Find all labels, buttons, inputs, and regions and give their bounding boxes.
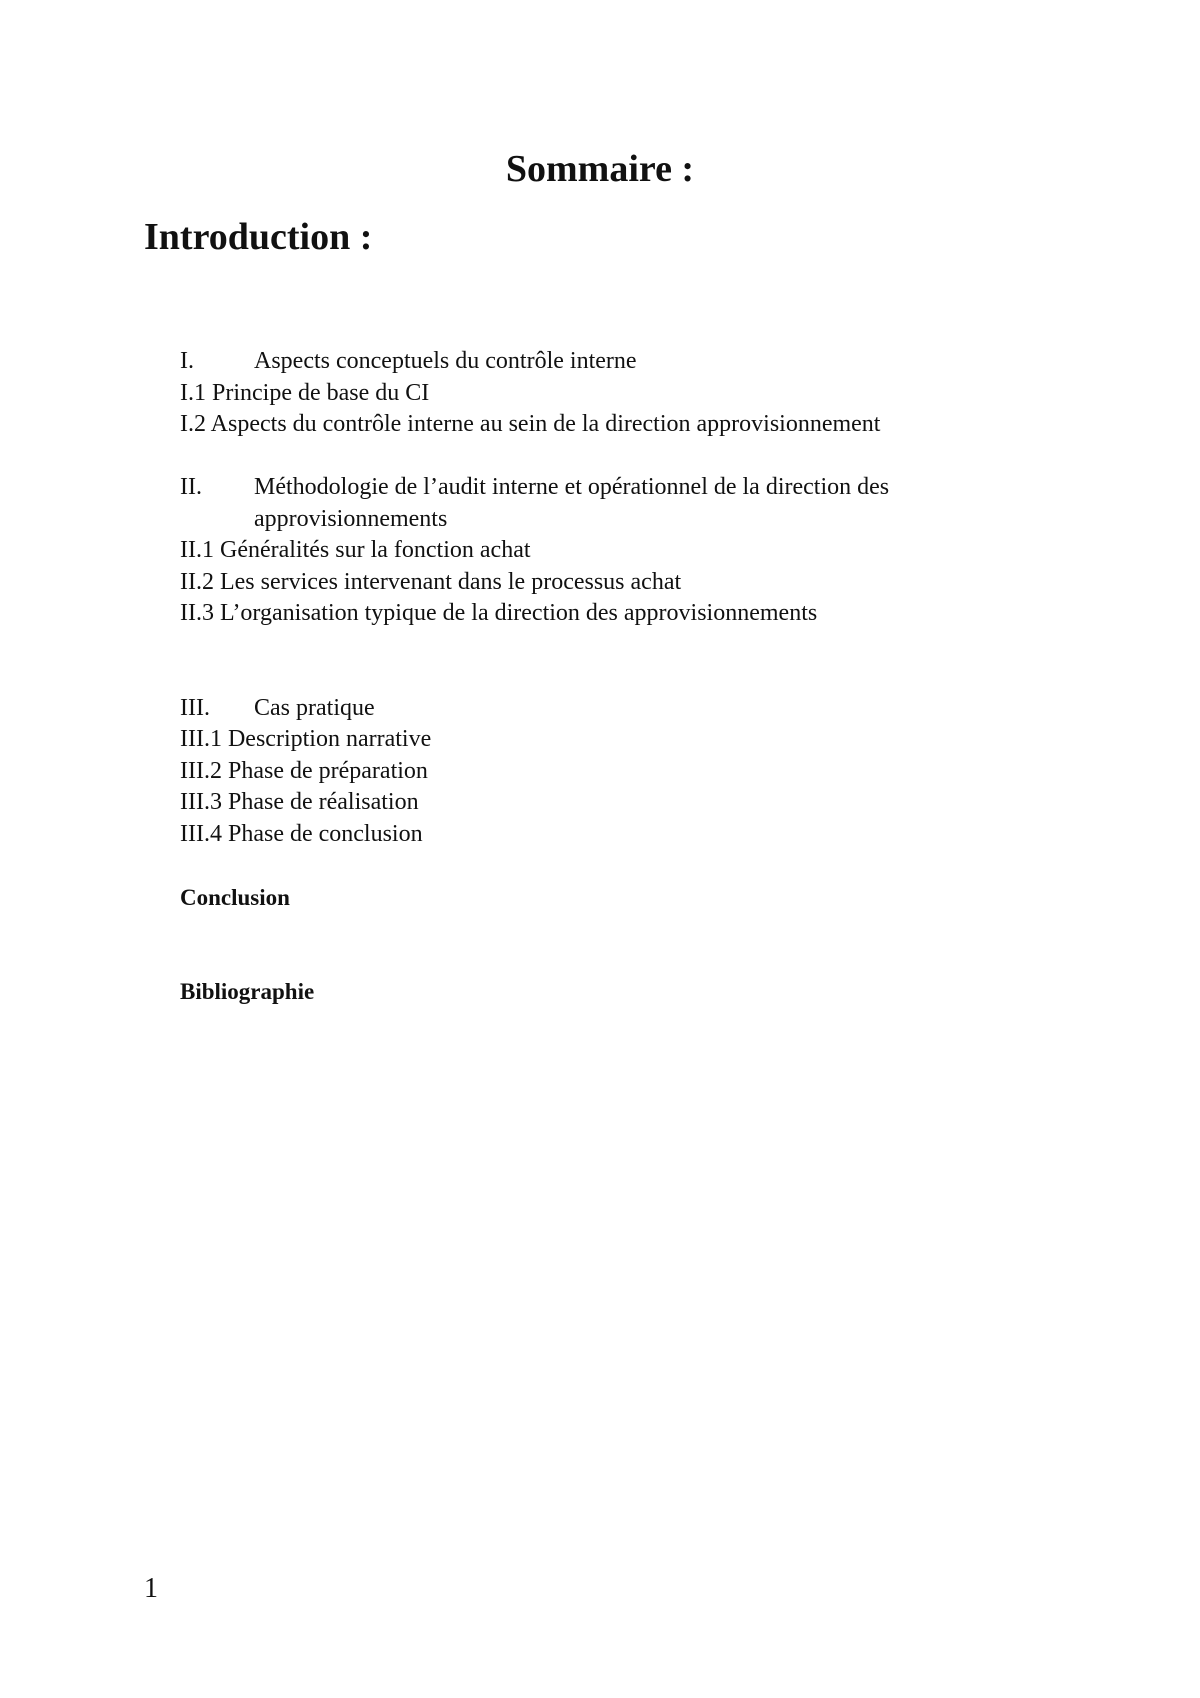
page-title: Sommaire : (505, 148, 695, 190)
toc-item: I.2 Aspects du contrôle interne au sein de la direction approvisionnement (180, 411, 881, 437)
toc-part-1 (180, 346, 1080, 378)
toc-item: III.3 Phase de réalisation (180, 789, 419, 815)
table-of-contents (180, 346, 1080, 1008)
toc-part-1-numeral: I. (180, 348, 194, 374)
toc-part-3 (180, 693, 1080, 725)
toc-item: III.4 Phase de conclusion (180, 820, 423, 847)
toc-part-1-title: Aspects conceptuels du contrôle interne (254, 348, 637, 374)
introduction-heading: Introduction : (144, 216, 373, 258)
spacer (180, 630, 1080, 693)
spacer (180, 850, 1080, 882)
toc-part-2 (180, 472, 1080, 535)
toc-part-3-title: Cas pratique (254, 694, 375, 721)
toc-item: I.1 Principe de base du CI (180, 379, 430, 406)
spacer (180, 913, 1080, 976)
toc-item: II.1 Généralités sur la fonction achat (180, 537, 531, 563)
toc-item: II.3 L’organisation typique de la direction des approvisionnements (180, 600, 818, 626)
spacer (180, 441, 1080, 473)
toc-part-3-numeral: III. (180, 694, 210, 721)
toc-conclusion: Conclusion (180, 884, 290, 910)
toc-part-2-title: Méthodologie de l’audit interne et opérationnel de la direction des approvisionnements (254, 474, 890, 532)
toc-bibliography: Bibliographie (180, 979, 315, 1004)
toc-item: II.2 Les services intervenant dans le processus achat (180, 568, 682, 595)
toc-item: III.2 Phase de préparation (180, 757, 428, 784)
page-number: 1 (144, 1573, 158, 1604)
toc-item: III.1 Description narrative (180, 726, 432, 752)
toc-part-2-numeral: II. (180, 474, 202, 500)
